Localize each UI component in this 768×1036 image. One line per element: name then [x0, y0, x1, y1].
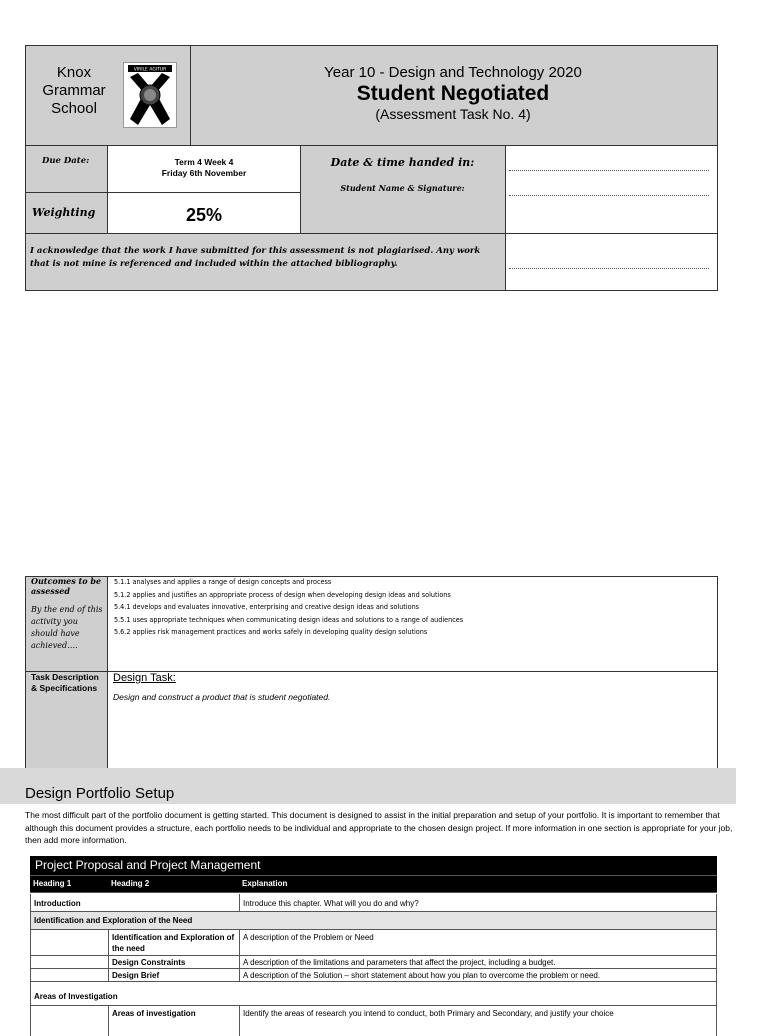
table-header-row	[30, 876, 717, 893]
table-group-row: Areas of Investigation	[30, 982, 717, 1006]
column-header: Heading 2	[111, 879, 150, 888]
intro-paragraph: The most difficult part of the portfolio document is getting started. This document is designed to assist in the initial preparation and setup of your portfolio. It is important to remember that although this document provides a structure, each portfolio needs to be individual and appropriate to the chosen design project. If more information in one section is appropriate for your job, then add more information.	[25, 810, 733, 845]
outcome-item: 5.1.2 applies and justifies an appropriate process of design when developing design ideas and solutions	[114, 589, 451, 599]
column-header: Heading 1	[33, 879, 72, 888]
page-title: Student Negotiated	[356, 82, 550, 105]
student-name-field[interactable]	[509, 185, 709, 196]
table-group-row: Identification and Exploration of the Need	[30, 912, 717, 930]
due-date-value: Term 4 Week 4 Friday 6th November	[161, 157, 247, 178]
table-row: Design Brief A description of the Solution – short statement about how you plan to overcome the problem or need.	[30, 969, 717, 982]
task-label: Task Description & Specifications	[31, 672, 99, 693]
plagiarism-statement: I acknowledge that the work I have submitted for this assessment is not plagiarised. Any work that is not mine is referenced and included within the attached bibliography.	[30, 246, 481, 269]
outcome-item: 5.6.2 applies risk management practices and works safely in developing quality design solutions	[114, 627, 428, 636]
outcomes-list	[114, 576, 714, 639]
handed-in-field[interactable]	[509, 160, 709, 171]
crest-motto: VIRILE AGITUR	[133, 67, 167, 73]
table-row: Identification and Exploration of the need A description of the Problem or Need	[30, 930, 717, 956]
table-title: Project Proposal and Project Management	[30, 856, 717, 876]
weighting-label: Weighting	[32, 206, 96, 219]
table-row: Design Constraints A description of the limitations and parameters that affect the project, including a budget.	[30, 956, 717, 969]
outcomes-label: Outcomes to be assessed By the end of this activity you should have achieved….	[31, 576, 103, 650]
signature-field[interactable]	[509, 258, 709, 269]
school-crest-logo	[123, 62, 177, 128]
table-row: Areas of investigation Identify the areas of research you intend to conduct, both Primary and Secondary, and justify your choice	[30, 1006, 717, 1036]
column-header: Explanation	[242, 879, 288, 888]
school-name: Knox Grammar School	[42, 64, 106, 117]
course-title: Year 10 - Design and Technology 2020	[324, 64, 582, 81]
header-divider	[190, 45, 191, 146]
section-title: Design Portfolio Setup	[25, 785, 175, 802]
assessment-subtitle: (Assessment Task No. 4)	[375, 106, 531, 122]
table-row: Introduction Introduce this chapter. What will you do and why?	[30, 894, 717, 912]
outcome-item: 5.4.1 develops and evaluates innovative, enterprising and creative design ideas and solutions	[114, 602, 420, 611]
outcome-item: 5.1.1 analyses and applies a range of design concepts and process	[114, 577, 332, 586]
handed-in-label: Date & time handed in:	[330, 156, 475, 169]
due-date-label: Due Date:	[42, 156, 90, 166]
outcome-item: 5.5.1 uses appropriate techniques when communicating design ideas and solutions to a range of audiences	[114, 614, 464, 624]
design-task-text: Design and construct a product that is student negotiated.	[113, 692, 331, 702]
weighting-value: 25%	[185, 205, 223, 225]
design-task-heading: Design Task:	[113, 672, 176, 684]
student-name-label: Student Name & Signature:	[340, 183, 465, 193]
